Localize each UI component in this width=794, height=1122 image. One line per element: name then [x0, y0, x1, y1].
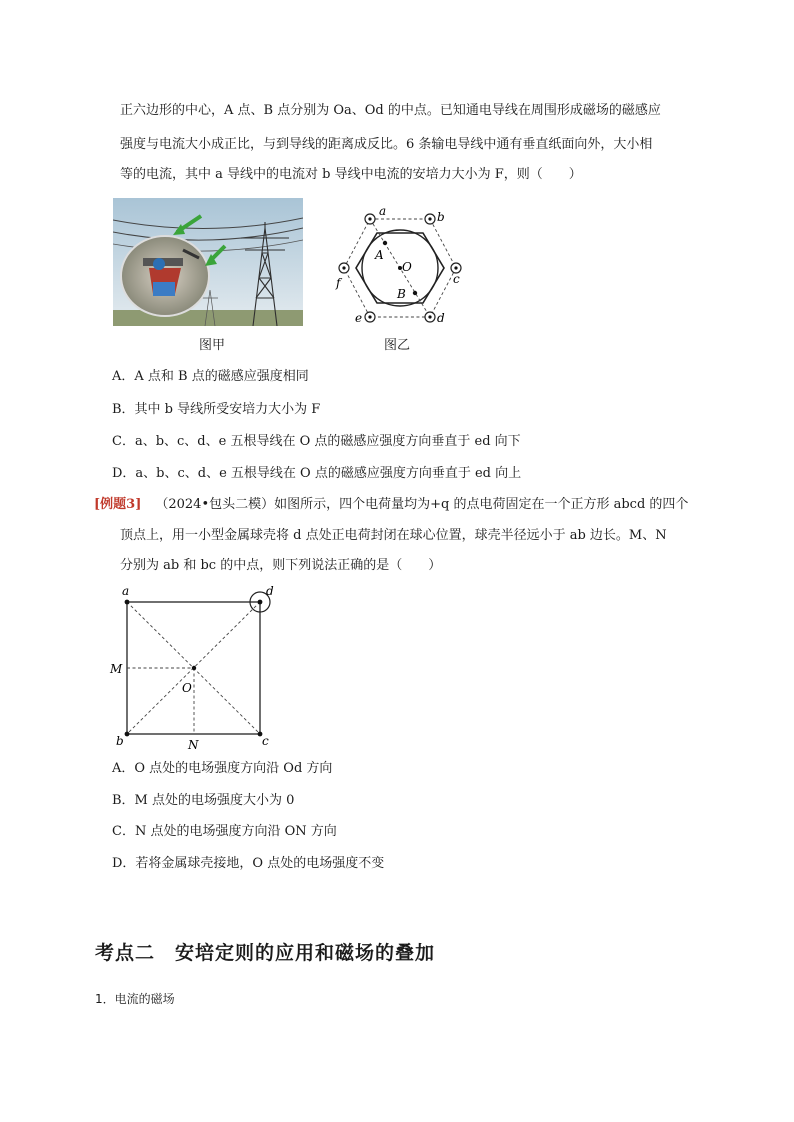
label-square-c: c	[262, 734, 269, 748]
power-line-photo	[113, 198, 303, 326]
label-f: f	[336, 276, 341, 290]
square-charge-diagram	[108, 583, 283, 753]
problem-text-line-2: 强度与电流大小成正比，与到导线的距离成反比。6 条输电导线中通有垂直纸面向外，大小相	[120, 137, 653, 152]
example-tag: [例题3]	[94, 497, 142, 512]
option-q1-a: A．A 点和 B 点的磁感应强度相同	[112, 369, 309, 384]
label-point-A: A	[375, 248, 384, 262]
option-q2-d: D．若将金属球壳接地，O 点处的电场强度不变	[112, 856, 385, 871]
label-square-N: N	[188, 738, 199, 752]
option-q2-b: B．M 点处的电场强度大小为 0	[112, 793, 295, 808]
example-3-line-1: [例题3] （2024•包头二模）如图所示，四个电荷量均为+q 的点电荷固定在一个正方形 abcd 的四个	[94, 497, 689, 512]
problem-text-line-3: 等的电流，其中 a 导线中的电流对 b 导线中电流的安培力大小为 F，则（ ）	[120, 167, 582, 182]
example-3-line-2: 顶点上，用一小型金属球壳将 d 点处正电荷封闭在球心位置，球壳半径远小于 ab 边长。M、N	[120, 528, 667, 543]
label-square-a: a	[122, 584, 130, 598]
figure-caption-right: 图乙	[384, 338, 411, 353]
label-square-b: b	[116, 734, 124, 748]
label-e: e	[355, 311, 363, 325]
label-a: a	[379, 204, 387, 218]
example-3-line-3: 分别为 ab 和 bc 的中点，则下列说法正确的是（ ）	[120, 558, 442, 573]
label-point-B: B	[397, 287, 406, 301]
section-heading: 考点二 安培定则的应用和磁场的叠加	[95, 942, 436, 964]
option-q1-d: D．a、b、c、d、e 五根导线在 O 点的磁感应强度方向垂直于 ed 向上	[112, 466, 522, 481]
label-c: c	[453, 272, 460, 286]
hexagon-diagram	[330, 203, 470, 329]
figure-caption-left: 图甲	[199, 338, 226, 353]
problem-text-line-1: 正六边形的中心，A 点、B 点分别为 Oa、Od 的中点。已知通电导线在周围形成磁场的磁感应	[120, 103, 661, 118]
label-b: b	[437, 210, 445, 224]
option-q1-c: C．a、b、c、d、e 五根导线在 O 点的磁感应强度方向垂直于 ed 向下	[112, 434, 521, 449]
label-d: d	[437, 311, 445, 325]
label-square-O: O	[182, 681, 192, 695]
label-square-d: d	[266, 584, 274, 598]
option-q1-b: B．其中 b 导线所受安培力大小为 F	[112, 402, 321, 417]
option-q2-c: C．N 点处的电场强度方向沿 ON 方向	[112, 824, 337, 839]
option-q2-a: A．O 点处的电场强度方向沿 Od 方向	[112, 761, 333, 776]
label-square-M: M	[110, 662, 123, 676]
section-sub-item: 1．电流的磁场	[95, 992, 175, 1006]
label-point-O: O	[402, 260, 412, 274]
